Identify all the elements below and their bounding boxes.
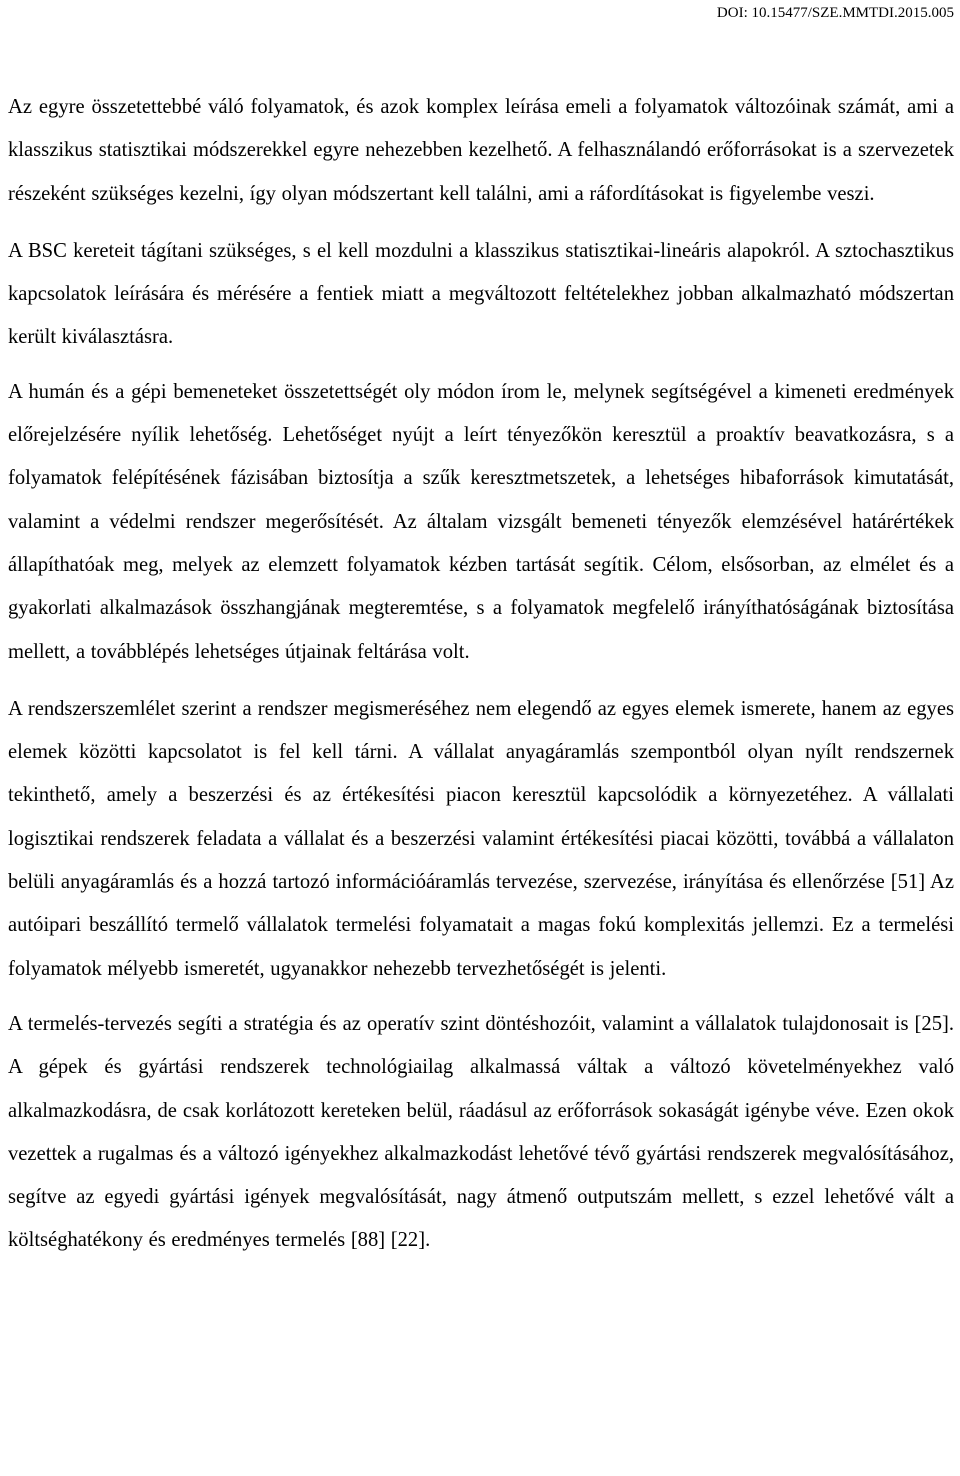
paragraph-production-planning: A termelés-tervezés segíti a stratégia és az operatív szint döntéshozóit, valamint a vállalatok tulajdonosait is [25]. A gépek és gyártási rendszerek technológiailag alkalmassá váltak a változó követelményekhez való alkalmazkodásra, de csak korlátozott kereteken belül, ráadásul az erőforrások sokaságát igénybe véve. Ezen okok vezettek a rugalmas és a változó igényekhez alkalmazkodást lehetővé tévő gyártási rendszerek megvalósításához, segítve az egyedi gyártási igények megvalósítását, nagy átmenő outputszám mellett, s ezzel lehetővé vált a költséghatékony és eredményes termelés [88] [22]. xyxy=(8,1012,954,1252)
document-body xyxy=(8,86,954,1278)
paragraph-process-complexity: Az egyre összetettebbé váló folyamatok, és azok komplex leírása emeli a folyamatok változóinak számát, ami a klasszikus statisztikai módszerekkel egyre nehezebben kezelhető. A felhasználandó erőforrásokat is a szervezetek részeként szükséges kezelni, így olyan módszertant kell találni, ami a ráfordításokat is figyelembe veszi. xyxy=(8,96,954,205)
paragraph-human-machine-inputs: A humán és a gépi bemeneteket összetettségét oly módon írom le, melynek segítségével a kimeneti eredmények előrejelzésére nyílik lehetőség. Lehetőséget nyújt a leírt tényezőkön keresztül a proaktív beavatkozásra, s a folyamatok felépítésének fázisában biztosítja a szűk keresztmetszetek, a lehetséges hibaforrások kimutatását, valamint a védelmi rendszer megerősítését. Az általam vizsgált bemeneti tényezők elemzésével határértékek állapíthatóak meg, melyek az elemzett folyamatok kézben tartását segítik. Célom, elsősorban, az elmélet és a gyakorlati alkalmazások összhangjának megteremtése, s a folyamatok megfelelő irányíthatóságának biztosítása mellett, a továbblépés lehetséges útjainak feltárása volt. xyxy=(8,380,954,663)
paragraph-system-approach: A rendszerszemlélet szerint a rendszer megismeréséhez nem elegendő az egyes elemek ismerete, hanem az egyes elemek közötti kapcsolatot is fel kell tárni. A vállalat anyagáramlás szempontból olyan nyílt rendszernek tekinthető, amely a beszerzési és az értékesítési piacon keresztül kapcsolódik a környezetéhez. A vállalati logisztikai rendszerek feladata a vállalat és a beszerzési valamint értékesítési piacai közötti, továbbá a vállalaton belüli anyagáramlás és a hozzá tartozó információáramlás tervezése, szervezése, irányítása és ellenőrzése [51] Az autóipari beszállító termelő vállalatok termelési folyamatait a magas fokú komplexitás jellemzi. Ez a termelési folyamatok mélyebb ismeretét, ugyanakkor nehezebb tervezhetőségét is jelenti. xyxy=(8,697,954,980)
paragraph-bsc-framework: A BSC kereteit tágítani szükséges, s el kell mozdulni a klasszikus statisztikai-lineáris alapokról. A sztochasztikus kapcsolatok leírására és mérésére a fentiek miatt a megváltozott feltételekhez jobban alkalmazható módszertan került kiválasztásra. xyxy=(8,239,954,349)
doi-header: DOI: 10.15477/SZE.MMTDI.2015.005 xyxy=(716,5,954,21)
